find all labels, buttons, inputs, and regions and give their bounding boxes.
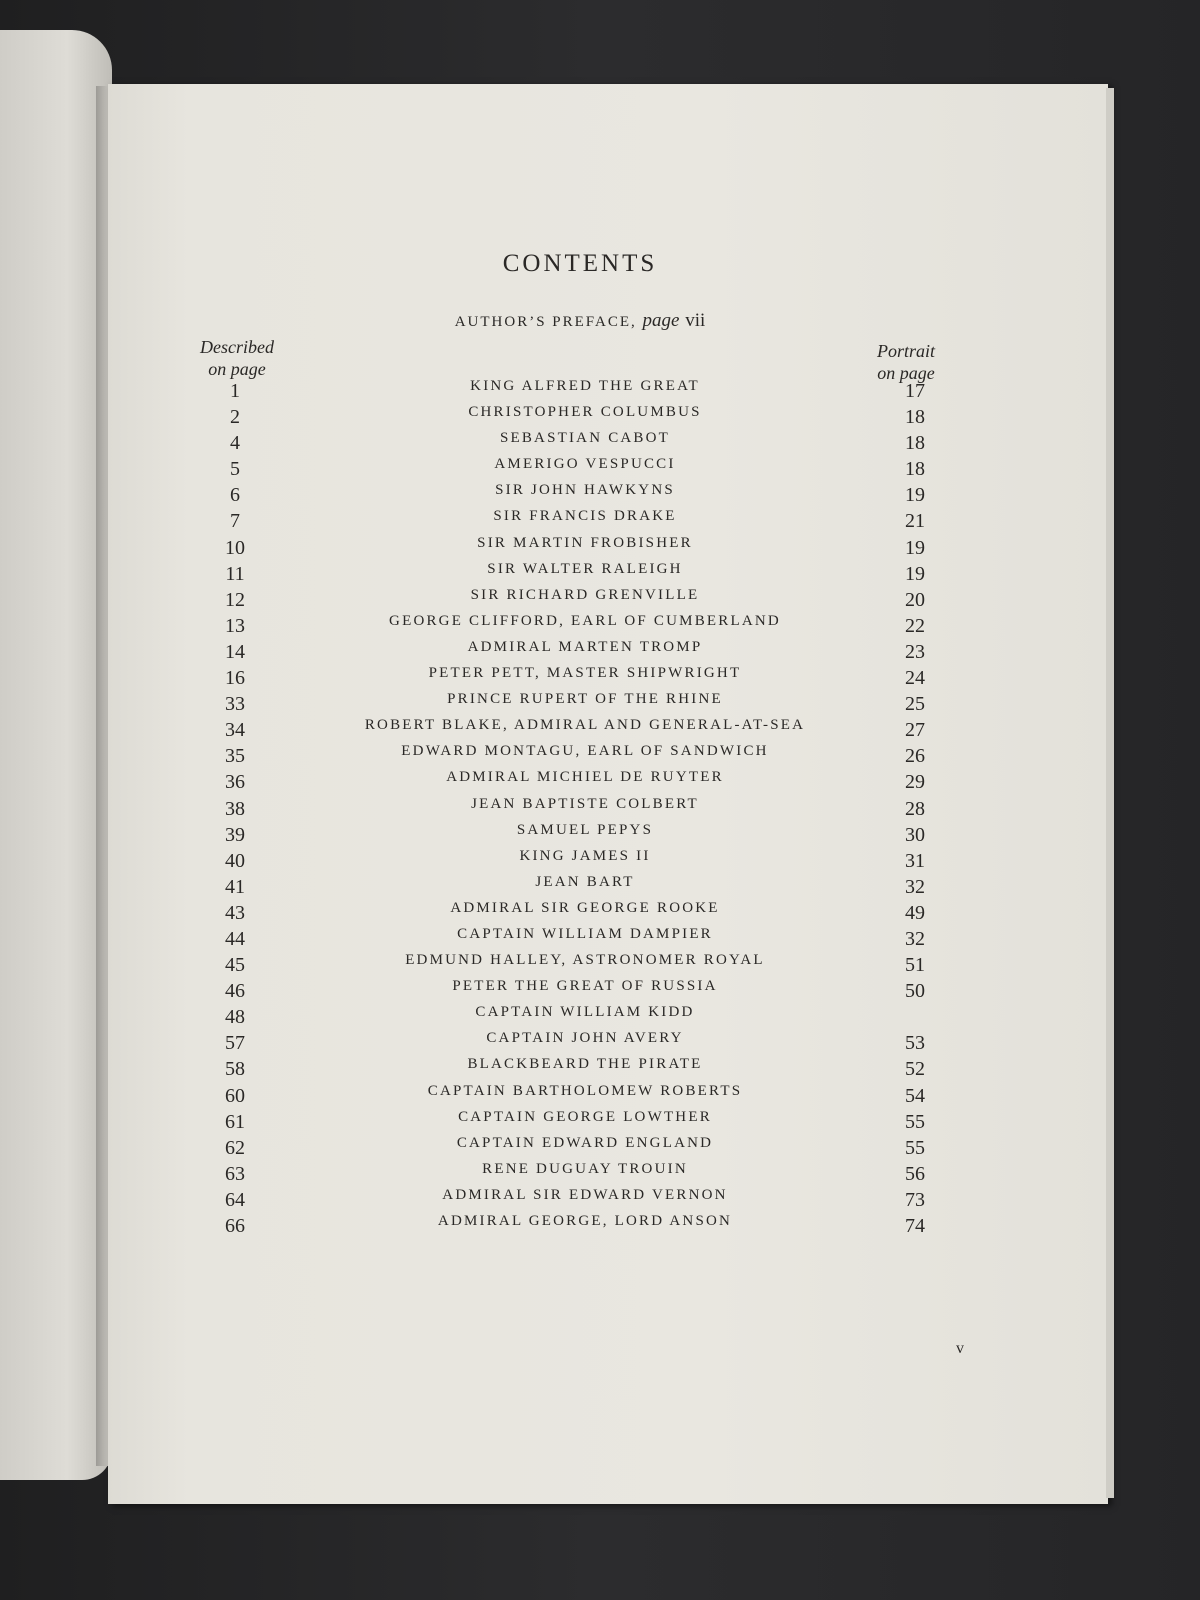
described-page-number: 60 [225, 1084, 245, 1107]
described-page-number: 66 [225, 1215, 245, 1237]
described-page-number: 12 [225, 588, 245, 611]
described-page-number: 63 [225, 1162, 245, 1185]
described-page-number: 38 [225, 797, 245, 820]
entry-name: CAPTAIN JOHN AVERY [486, 1030, 684, 1047]
portrait-header-line-2: on page [877, 363, 935, 383]
entry-name: SIR RICHARD GRENVILLE [470, 586, 700, 603]
portrait-page-number: 28 [905, 797, 925, 820]
portrait-page-number: 17 [905, 380, 925, 402]
list-item [0, 508, 1200, 534]
described-page-number: 61 [225, 1110, 245, 1133]
described-page-number: 40 [225, 849, 245, 872]
portrait-page-number: 23 [905, 640, 925, 663]
list-item [0, 587, 1200, 613]
list-item [0, 613, 1200, 639]
list-item [0, 561, 1200, 587]
entry-name: EDWARD MONTAGU, EARL OF SANDWICH [401, 743, 769, 760]
described-page-number: 35 [225, 745, 245, 768]
portrait-page-number: 53 [905, 1032, 925, 1055]
described-page-number: 6 [230, 484, 240, 507]
entry-name: ROBERT BLAKE, ADMIRAL AND GENERAL-AT-SEA [364, 717, 806, 734]
portrait-page-number: 55 [905, 1110, 925, 1133]
list-item [0, 717, 1200, 743]
described-page-number: 34 [225, 719, 245, 742]
portrait-page-number: 22 [905, 614, 925, 637]
list-item [0, 743, 1200, 769]
portrait-page-number: 32 [905, 875, 925, 898]
list-item [0, 456, 1200, 482]
entry-name: ADMIRAL GEORGE, LORD ANSON [437, 1213, 733, 1229]
described-page-number: 1 [230, 380, 240, 402]
entry-name: CAPTAIN BARTHOLOMEW ROBERTS [427, 1082, 743, 1099]
entry-name: SIR JOHN HAWKYNS [495, 482, 675, 499]
list-item [0, 1161, 1200, 1187]
portrait-page-number: 54 [905, 1084, 925, 1107]
entry-name: GEORGE CLIFFORD, EARL OF CUMBERLAND [389, 612, 781, 629]
portrait-page-number: 52 [905, 1058, 925, 1081]
list-item [0, 822, 1200, 848]
entry-name: KING ALFRED THE GREAT [470, 378, 700, 394]
portrait-page-number: 74 [905, 1215, 925, 1237]
entry-name: CAPTAIN WILLIAM KIDD [475, 1004, 695, 1021]
portrait-page-number: 56 [905, 1162, 925, 1185]
portrait-page-number: 32 [905, 927, 925, 950]
list-item [0, 1135, 1200, 1161]
list-item [0, 691, 1200, 717]
portrait-header-line-1: Portrait [876, 341, 935, 361]
portrait-page-number: 49 [905, 901, 925, 924]
list-item [0, 639, 1200, 665]
list-item [0, 1213, 1200, 1239]
entry-name: AMERIGO VESPUCCI [494, 456, 676, 473]
list-item [0, 1056, 1200, 1082]
portrait-page-number: 26 [905, 745, 925, 768]
list-item [0, 1083, 1200, 1109]
entry-name: SEBASTIAN CABOT [499, 430, 671, 447]
entry-name: JEAN BAPTISTE COLBERT [471, 795, 699, 812]
portrait-page-number: 24 [905, 667, 925, 690]
described-header-line-1: Described [200, 337, 274, 357]
described-column-header [192, 336, 282, 380]
described-page-number: 64 [225, 1188, 245, 1211]
contents-list [0, 378, 1200, 1239]
described-page-number: 2 [230, 406, 240, 429]
portrait-page-number: 50 [905, 980, 925, 1003]
described-page-number: 58 [225, 1058, 245, 1081]
portrait-page-number: 25 [905, 693, 925, 716]
list-item [0, 978, 1200, 1004]
portrait-page-number: 30 [905, 823, 925, 846]
list-item [0, 769, 1200, 795]
list-item [0, 404, 1200, 430]
portrait-page-number: 20 [905, 588, 925, 611]
entry-name: ADMIRAL MICHIEL DE RUYTER [446, 769, 724, 786]
described-page-number: 43 [225, 901, 245, 924]
portrait-page-number: 73 [905, 1188, 925, 1211]
described-page-number: 14 [225, 640, 245, 663]
described-page-number: 4 [230, 432, 240, 455]
described-header-line-2: on page [208, 359, 266, 379]
portrait-page-number: 31 [905, 849, 925, 872]
entry-name: CAPTAIN WILLIAM DAMPIER [457, 925, 713, 942]
described-page-number: 44 [225, 927, 245, 950]
portrait-page-number: 27 [905, 719, 925, 742]
entry-name: CAPTAIN GEORGE LOWTHER [458, 1108, 712, 1125]
list-item [0, 874, 1200, 900]
portrait-page-number: 18 [905, 406, 925, 429]
described-page-number: 62 [225, 1136, 245, 1159]
preface-page-word: page [642, 310, 680, 331]
list-item [0, 1004, 1200, 1030]
portrait-page-number: 19 [905, 484, 925, 507]
preface-page-number: vii [685, 310, 706, 331]
entry-name: KING JAMES II [519, 847, 651, 864]
list-item [0, 1030, 1200, 1056]
described-page-number: 57 [225, 1032, 245, 1055]
list-item [0, 900, 1200, 926]
list-item [0, 952, 1200, 978]
portrait-page-number: 55 [905, 1136, 925, 1159]
portrait-page-number: 19 [905, 536, 925, 559]
portrait-page-number: 18 [905, 458, 925, 481]
described-page-number: 11 [225, 562, 245, 585]
preface-line [0, 310, 1160, 332]
entry-name: SIR MARTIN FROBISHER [477, 534, 693, 551]
list-item [0, 482, 1200, 508]
entry-name: ADMIRAL SIR EDWARD VERNON [442, 1186, 728, 1203]
entry-name: JEAN BART [535, 873, 635, 890]
portrait-page-number: 21 [905, 510, 925, 533]
entry-name: CHRISTOPHER COLUMBUS [468, 404, 702, 421]
entry-name: PRINCE RUPERT OF THE RHINE [447, 691, 723, 708]
list-item [0, 378, 1200, 404]
described-page-number: 10 [225, 536, 245, 559]
list-item [0, 1187, 1200, 1213]
described-page-number: 5 [230, 458, 240, 481]
described-page-number: 7 [230, 510, 240, 533]
entry-name: PETER THE GREAT OF RUSSIA [452, 978, 718, 995]
described-page-number: 36 [225, 771, 245, 794]
described-page-number: 13 [225, 614, 245, 637]
page-folio: v [956, 1340, 964, 1357]
described-page-number: 16 [225, 667, 245, 690]
portrait-page-number: 18 [905, 432, 925, 455]
portrait-page-number: 51 [905, 954, 925, 977]
list-item [0, 926, 1200, 952]
portrait-page-number: 19 [905, 562, 925, 585]
entry-name: EDMUND HALLEY, ASTRONOMER ROYAL [405, 952, 765, 969]
described-page-number: 33 [225, 693, 245, 716]
list-item [0, 1109, 1200, 1135]
described-page-number: 45 [225, 954, 245, 977]
described-page-number: 48 [225, 1006, 245, 1029]
preface-label: AUTHOR’S PREFACE, [454, 314, 637, 330]
entry-name: PETER PETT, MASTER SHIPWRIGHT [428, 665, 742, 682]
entry-name: ADMIRAL MARTEN TROMP [467, 638, 703, 655]
described-page-number: 41 [225, 875, 245, 898]
portrait-page-number: 29 [905, 771, 925, 794]
list-item [0, 430, 1200, 456]
entry-name: SAMUEL PEPYS [516, 821, 654, 838]
described-page-number: 46 [225, 980, 245, 1003]
entry-name: CAPTAIN EDWARD ENGLAND [456, 1134, 714, 1151]
list-item [0, 535, 1200, 561]
list-item [0, 665, 1200, 691]
list-item [0, 796, 1200, 822]
list-item [0, 848, 1200, 874]
entry-name: SIR WALTER RALEIGH [487, 560, 683, 577]
entry-name: SIR FRANCIS DRAKE [493, 508, 677, 525]
described-page-number: 39 [225, 823, 245, 846]
page-title: CONTENTS [502, 250, 658, 277]
entry-name: ADMIRAL SIR GEORGE ROOKE [450, 899, 720, 916]
entry-name: BLACKBEARD THE PIRATE [467, 1056, 703, 1073]
entry-name: RENE DUGUAY TROUIN [482, 1160, 688, 1177]
